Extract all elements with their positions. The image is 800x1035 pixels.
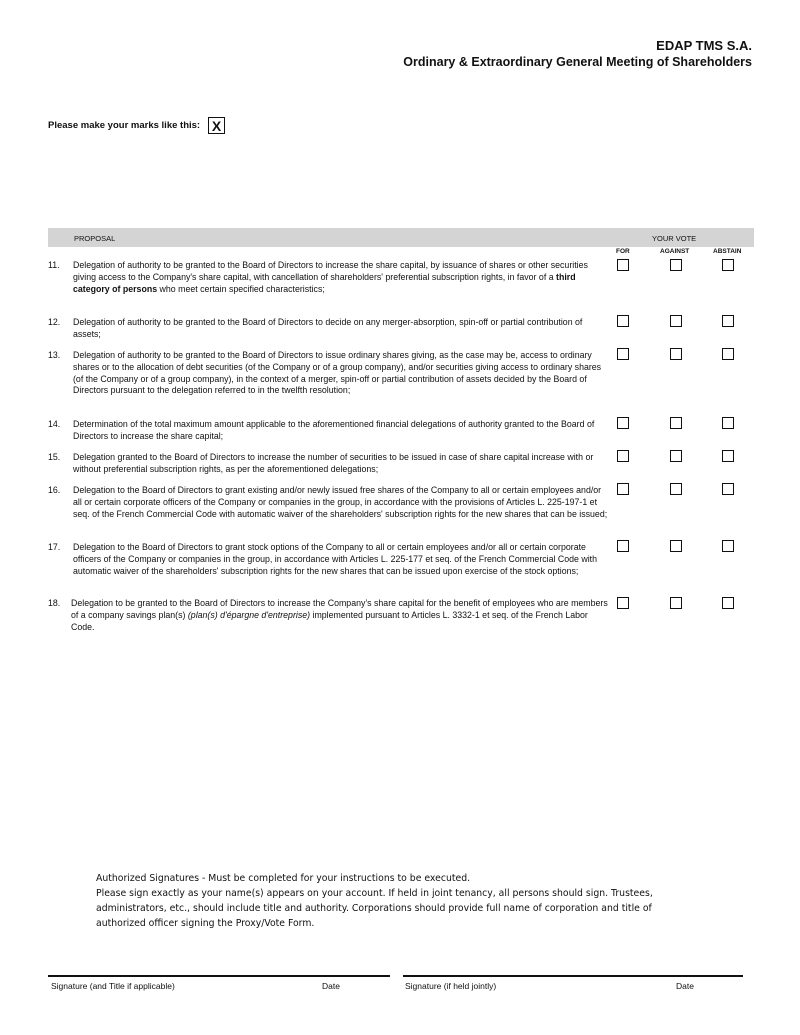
signature-line-joint[interactable] (403, 975, 743, 977)
vote-against-checkbox-15[interactable] (670, 450, 682, 462)
vote-against-checkbox-14[interactable] (670, 417, 682, 429)
authorization-notice (96, 871, 696, 931)
vote-abstain-checkbox-16[interactable] (722, 483, 734, 495)
proposal-number: 15. (48, 452, 61, 462)
vote-for-checkbox-15[interactable] (617, 450, 629, 462)
date-label: Date (322, 981, 340, 991)
proposal-number: 11. (48, 260, 60, 270)
company-name: EDAP TMS S.A. (656, 38, 752, 53)
marking-instructions (48, 117, 225, 134)
meeting-title: Ordinary & Extraordinary General Meeting of Shareholders (403, 55, 752, 69)
proposal-text: Delegation to the Board of Directors to grant existing and/or newly issued free shares of the Company to all or certain employees and/or all or certain corporate officers of the Company or companies in the group, in accordance with the provisions of Articles L. 225-197-1 et seq. of the French Commercial Code with automatic waiver of the shareholders' subscription rights for the new shares that can be issued; (73, 485, 608, 519)
vote-for-checkbox-12[interactable] (617, 315, 629, 327)
signature-label: Signature (and Title if applicable) (51, 981, 175, 991)
joint-date-label: Date (676, 981, 694, 991)
proposal-header: PROPOSAL (74, 234, 116, 243)
example-mark-icon: X (208, 117, 225, 134)
vote-against-checkbox-12[interactable] (670, 315, 682, 327)
proposal-number: 12. (48, 317, 61, 327)
document-header (403, 38, 752, 69)
vote-abstain-checkbox-18[interactable] (722, 597, 734, 609)
proposal-text: Delegation of authority to be granted to the Board of Directors to issue ordinary shares giving, as the case may be, access to ordinary shares or to the allocation of debt securities (of the Company or of a group company), and/or securities giving access to ordinary shares (of the Company or of a group company), in the context of a merger, spin-off or partial contribution of assets decided by the Board of Directors pursuant to the delegation referred to in the twelfth resolution; (73, 350, 602, 396)
vote-for-checkbox-14[interactable] (617, 417, 629, 429)
vote-for-checkbox-11[interactable] (617, 259, 629, 271)
proposal-item (48, 542, 608, 577)
proposal-italic-text: (plan(s) d'épargne d'entreprise) (187, 609, 311, 620)
proposal-text: Determination of the total maximum amount applicable to the aforementioned financial delegations of authority granted to the Board of Directors to increase the share capital; (73, 419, 595, 441)
vote-for-checkbox-18[interactable] (617, 597, 629, 609)
vote-abstain-checkbox-14[interactable] (722, 417, 734, 429)
vote-abstain-checkbox-12[interactable] (722, 315, 734, 327)
proposal-item (48, 485, 608, 520)
column-abstain: ABSTAIN (713, 248, 742, 255)
proposal-text: Delegation of authority to be granted to the Board of Directors to decide on any merger-absorption, spin-off or partial contribution of assets; (73, 317, 583, 339)
vote-abstain-checkbox-15[interactable] (722, 450, 734, 462)
proposal-text: Delegation to the Board of Directors to grant stock options of the Company to all or certain employees and/or all or certain corporate officers of the Company or companies in the group, in accordance with Articles L. 225-177 et seq. of the French Commercial Code with automatic waiver of the shareholders' subscription rights for the new shares that can be issued upon exercise of the stock options; (73, 542, 598, 576)
joint-signature-label: Signature (if held jointly) (405, 981, 497, 991)
proposal-bold-text: third category of persons (73, 271, 576, 294)
vote-against-checkbox-13[interactable] (670, 348, 682, 360)
vote-for-checkbox-13[interactable] (617, 348, 629, 360)
proposal-number: 18. (48, 598, 61, 608)
proposal-text: Delegation to be granted to the Board of Directors to increase the Company’s share capital for the benefit of employees who are members of a company savings plan(s) (plan(s) d'épargne d'entreprise) implemented pursuant to Articles L. 3332-1 et seq. of the French Labor Code. (71, 598, 608, 632)
proposal-item (48, 317, 608, 341)
proposal-item (48, 260, 608, 295)
vote-against-checkbox-11[interactable] (670, 259, 682, 271)
proposal-number: 16. (48, 485, 61, 495)
proposal-number: 13. (48, 350, 61, 360)
your-vote-header: YOUR VOTE (652, 234, 697, 243)
vote-against-checkbox-18[interactable] (670, 597, 682, 609)
vote-against-checkbox-16[interactable] (670, 483, 682, 495)
marks-label: Please make your marks like this: (48, 120, 201, 131)
vote-for-checkbox-17[interactable] (617, 540, 629, 552)
authorization-instructions: Please sign exactly as your name(s) appears on your account. If held in joint tenancy, all persons should sign. Trustees, administrators, etc., should include title and authority. Corporations should provide full name of corporation and title of authorized officer signing the Proxy/Vote Form. (96, 888, 653, 929)
vote-abstain-checkbox-11[interactable] (722, 259, 734, 271)
vote-abstain-checkbox-17[interactable] (722, 540, 734, 552)
signature-line-primary[interactable] (48, 975, 390, 977)
column-against: AGAINST (660, 248, 690, 255)
vote-column-headers (0, 248, 800, 258)
proposal-number: 17. (48, 542, 61, 552)
proposal-text: Delegation granted to the Board of Directors to increase the number of securities to be issued in case of share capital increase with or without preferential subscription rights, as per the aforementioned delegations; (73, 452, 594, 474)
proposal-item (48, 419, 608, 443)
vote-against-checkbox-17[interactable] (670, 540, 682, 552)
table-header-bar (48, 228, 754, 247)
vote-for-checkbox-16[interactable] (617, 483, 629, 495)
authorization-heading: Authorized Signatures - Must be completed for your instructions to be executed. (96, 873, 471, 884)
proposal-item (48, 350, 608, 397)
column-for: FOR (616, 248, 630, 255)
proposal-number: 14. (48, 419, 61, 429)
proposal-item (48, 598, 608, 633)
proposal-item (48, 452, 608, 476)
vote-abstain-checkbox-13[interactable] (722, 348, 734, 360)
proposal-text: Delegation of authority to be granted to the Board of Directors to increase the share capital, by issuance of shares or other securities giving access to the Company's share capital, with cancellation of shareholders' preferential subscription rights, in favor of a third category of persons who meet certain specified characteristics; (73, 260, 588, 294)
